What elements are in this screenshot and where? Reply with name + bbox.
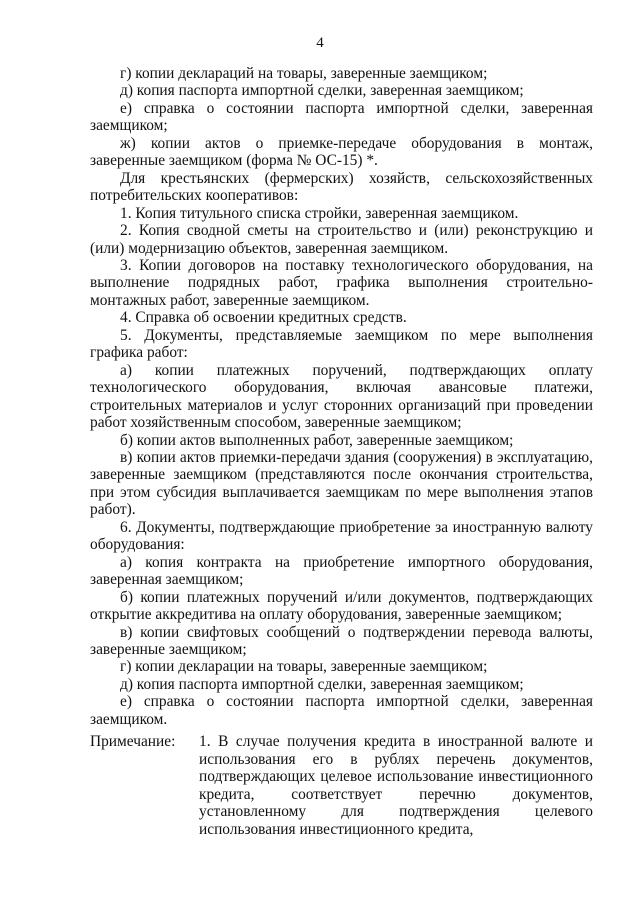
- paragraph-point-5: 5. Документы, представляемые заемщиком по мере выполнения графика работ:: [90, 326, 593, 362]
- paragraph-item-zh: ж) копии актов о приемке-передаче оборудования в монтаж, заверенные заемщиком (форма № ОС-15) *.: [90, 134, 593, 170]
- paragraph-item-e: е) справка о состоянии паспорта импортной сделки, заверенная заемщиком;: [90, 99, 593, 135]
- paragraph-point-6-g: г) копии декларации на товары, заверенные заемщиком;: [120, 658, 488, 676]
- page-number: 4: [316, 35, 324, 51]
- paragraph-item-d: д) копия паспорта импортной сделки, заверенная заемщиком;: [120, 82, 524, 100]
- paragraph-point-6: 6. Документы, подтверждающие приобретение за иностранную валюту оборудования:: [90, 518, 593, 554]
- paragraph-point-5-b: б) копии актов выполненных работ, заверенные заемщиком;: [120, 431, 514, 449]
- note-label: Примечание:: [90, 733, 176, 750]
- paragraph-point-6-b: б) копии платежных поручений и/или документов, подтверждающих открытие аккредитива на оплату оборудования, заверенные заемщиком;: [90, 588, 593, 624]
- paragraph-point-5-v: в) копии актов приемки-передачи здания (сооружения) в эксплуатацию, заверенные заемщиком (представляются после окончания строительства, при этом субсидия выплачивается заемщикам по мере выполнения этапов работ).: [90, 448, 593, 519]
- paragraph-point-6-d: д) копия паспорта импортной сделки, заверенная заемщиком;: [120, 675, 524, 693]
- paragraph-item-g: г) копии деклараций на товары, заверенные заемщиком;: [120, 65, 488, 82]
- paragraph-point-1: 1. Копия титульного списка стройки, заверенная заемщиком.: [120, 204, 519, 222]
- note-text: 1. В случае получения кредита в иностранной валюте и использования его в рублях перечень документов, подтверждающих целевое использование инвестиционного кредита, соответствует перечню документов, установленному для подтверждения целевого использования инвестиционного кредита,: [199, 733, 593, 838]
- paragraph-point-4: 4. Справка об освоении кредитных средств.: [120, 309, 407, 327]
- paragraph-farms-heading: Для крестьянских (фермерских) хозяйств, сельскохозяйственных потребительских кооперативов:: [90, 169, 593, 205]
- paragraph-point-6-e: е) справка о состоянии паспорта импортной сделки, заверенная заемщиком.: [90, 693, 593, 728]
- paragraph-point-2: 2. Копия сводной сметы на строительство и (или) реконструкцию и (или) модернизацию объектов, заверенная заемщиком.: [90, 222, 593, 257]
- paragraph-point-5-a: а) копии платежных поручений, подтверждающих оплату технологического оборудования, включая авансовые платежи, строительных материалов и услуг сторонних организаций при проведении работ хозяйственным способом, заверенные заемщиком;: [90, 361, 593, 432]
- document-body: [90, 65, 593, 728]
- paragraph-point-6-v: в) копии свифтовых сообщений о подтверждении перевода валюты, заверенные заемщиком;: [90, 623, 593, 658]
- paragraph-point-6-a: а) копия контракта на приобретение импортного оборудования, заверенная заемщиком;: [90, 553, 593, 589]
- paragraph-point-3: 3. Копии договоров на поставку технологического оборудования, на выполнение подрядных работ, графика выполнения строительно-монтажных работ, заверенные заемщиком.: [90, 256, 593, 309]
